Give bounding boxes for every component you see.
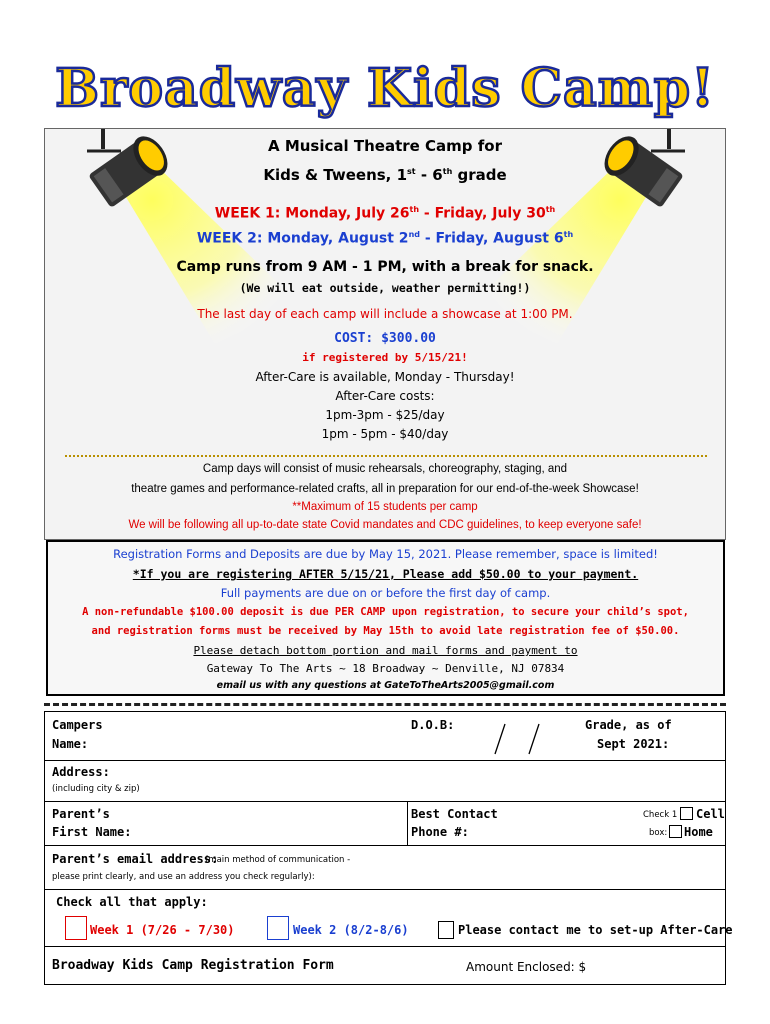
- aftercare-price-1: 1pm-3pm - $25/day: [325, 408, 445, 422]
- phone-field[interactable]: Phone #:: [411, 825, 469, 839]
- camp-cost: COST: $300.00: [334, 331, 436, 346]
- parents-label: Parent’s: [52, 807, 110, 821]
- max-students-note: **Maximum of 15 students per camp: [292, 501, 478, 513]
- amount-enclosed-field[interactable]: Amount Enclosed: $: [466, 960, 587, 974]
- aftercare-checkbox[interactable]: [438, 921, 454, 939]
- week1-checkbox[interactable]: [65, 916, 87, 940]
- home-label: Home: [684, 825, 713, 839]
- aftercare-note: After-Care is available, Monday - Thursday!: [255, 370, 515, 384]
- address-field[interactable]: Address:: [52, 765, 110, 779]
- form-footer-title: Broadway Kids Camp Registration Form: [52, 958, 334, 973]
- contact-email: email us with any questions at GateToTheArts2005@gmail.com: [216, 680, 555, 691]
- email-hint-1: (main method of communication -: [205, 855, 351, 865]
- late-fee-note: *If you are registering AFTER 5/15/21, Please add $50.00 to your payment.: [132, 567, 639, 581]
- week1-dates: WEEK 1: Monday, July 26th - Friday, July 30th: [214, 205, 556, 222]
- eat-outside-note: (We will eat outside, weather permitting!): [239, 281, 531, 295]
- registration-form: [44, 711, 733, 985]
- grade-field[interactable]: Sept 2021:: [597, 737, 670, 751]
- grade-label-1: Grade, as of: [585, 718, 672, 732]
- parent-email-field[interactable]: Parent’s email address:: [52, 852, 219, 866]
- campers-label: Campers: [52, 718, 103, 732]
- email-row: [45, 846, 725, 890]
- registered-by-note: if registered by 5/15/21!: [302, 351, 468, 364]
- week2-dates: WEEK 2: Monday, August 2nd - Friday, August 6th: [196, 230, 574, 247]
- covid-note: We will be following all up-to-date state Covid mandates and CDC guidelines, to keep everyone safe!: [128, 519, 642, 531]
- check-one-label: Check 1: [643, 810, 678, 820]
- cell-label: Cell: [696, 807, 725, 821]
- registration-info-box: [46, 540, 725, 696]
- showcase-note: The last day of each camp will include a showcase at 1:00 PM.: [197, 307, 573, 321]
- week-selection-row: [45, 890, 733, 947]
- camp-description-2: theatre games and performance-related crafts, all in preparation for our end-of-the-week Showcase!: [131, 483, 639, 495]
- aftercare-label: Please contact me to set-up After-Care: [458, 923, 733, 937]
- detach-cut-line: [44, 703, 726, 706]
- registration-due-note: Registration Forms and Deposits are due by May 15, 2021. Please remember, space is limited!: [113, 547, 658, 561]
- parent-row: [45, 802, 725, 846]
- best-contact-label: Best Contact: [411, 807, 498, 821]
- camp-subtitle: A Musical Theatre Camp for: [267, 137, 502, 155]
- email-hint-2: please print clearly, and use an address you check regularly):: [52, 872, 315, 882]
- parent-row-divider: [407, 802, 408, 845]
- aftercare-price-2: 1pm - 5pm - $40/day: [321, 427, 449, 441]
- camper-name-field[interactable]: Name:: [52, 737, 89, 751]
- check-all-label: Check all that apply:: [56, 895, 208, 909]
- deposit-note-1: A non-refundable $100.00 deposit is due PER CAMP upon registration, to secure your child’s spot,: [82, 606, 689, 618]
- dob-date-slashes-icon[interactable]: [475, 720, 545, 756]
- cell-checkbox[interactable]: [680, 807, 693, 820]
- week1-label: Week 1 (7/26 - 7/30): [90, 923, 235, 937]
- home-checkbox[interactable]: [669, 825, 682, 838]
- week2-label: Week 2 (8/2-8/6): [293, 923, 409, 937]
- dob-label: D.O.B:: [411, 718, 455, 732]
- parent-first-name-field[interactable]: First Name:: [52, 825, 132, 839]
- week2-checkbox[interactable]: [267, 916, 289, 940]
- address-hint: (including city & zip): [52, 784, 140, 794]
- detach-note: Please detach bottom portion and mail forms and payment to: [193, 644, 578, 657]
- camp-audience: Kids & Tweens, 1st - 6th grade: [263, 166, 507, 184]
- full-payment-note: Full payments are due on or before the first day of camp.: [220, 586, 551, 600]
- address-row: [45, 761, 725, 802]
- aftercare-costs-label: After-Care costs:: [335, 389, 435, 403]
- camp-description-1: Camp days will consist of music rehearsals, choreography, staging, and: [202, 463, 568, 475]
- camper-row: [45, 712, 725, 761]
- box-label: box:: [649, 828, 668, 838]
- camp-hours: Camp runs from 9 AM - 1 PM, with a break for snack.: [176, 259, 594, 275]
- form-footer: [45, 947, 725, 986]
- dotted-divider: [65, 455, 707, 457]
- deposit-note-2: and registration forms must be received by May 15th to avoid late registration fee of $50.00.: [91, 625, 680, 637]
- page-title: Broadway Kids Camp!: [55, 58, 715, 119]
- mailing-address: Gateway To The Arts ~ 18 Broadway ~ Denville, NJ 07834: [206, 662, 565, 675]
- camp-info-box: [44, 128, 726, 540]
